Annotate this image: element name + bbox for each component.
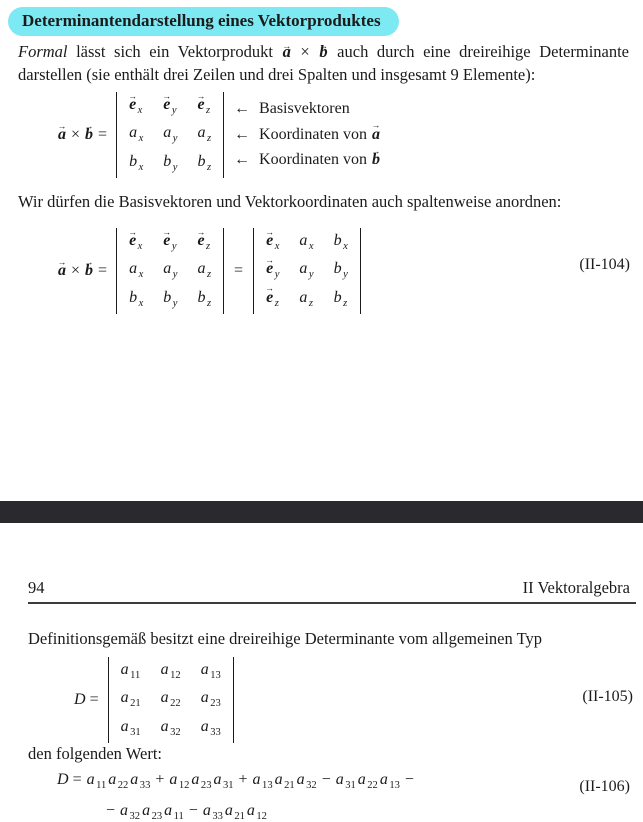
equation-tag-II-104: (II-104) xyxy=(579,256,630,273)
math-symbol xyxy=(58,126,66,143)
math-text: = xyxy=(85,690,99,708)
math-symbol: b $_z$ xyxy=(333,288,348,309)
determinant-matrix-rows xyxy=(116,228,224,314)
math-symbol: b $_x$ xyxy=(129,152,144,173)
vector-arrow-accent: e → xyxy=(197,97,204,114)
math-text: Koordinaten von xyxy=(259,125,372,143)
math-symbol: a $_{13}$ xyxy=(252,771,273,792)
math-text: Basisvektoren xyxy=(259,99,350,117)
matrix-cell xyxy=(128,125,144,144)
matrix-cell xyxy=(128,97,144,116)
matrix-cell xyxy=(333,290,349,309)
vector-arrow-accent: e → xyxy=(197,233,204,250)
intro-paragraph xyxy=(18,40,629,86)
matrix-cell xyxy=(196,290,212,309)
math-symbol: b $_x$ xyxy=(129,288,144,309)
vector-arrow-accent: b → xyxy=(372,152,380,169)
paragraph-definition: Definitionsgemäß besitzt eine dreireihige Determinante vom allgemeinen Typ xyxy=(28,629,542,648)
matrix-cell xyxy=(196,97,212,116)
vector-arrow-accent: e → xyxy=(266,233,273,250)
equation-lhs xyxy=(57,262,107,280)
math-text: × xyxy=(67,261,85,279)
matrix-cell xyxy=(298,261,314,280)
matrix-cell xyxy=(265,290,280,309)
vector-arrow-accent: a → xyxy=(58,126,66,144)
vector-arrow-accent: a → xyxy=(58,262,66,280)
matrix-cell xyxy=(200,719,222,738)
math-text: + xyxy=(151,771,169,788)
math-symbol: a $_{21}$ xyxy=(224,802,245,822)
matrix-cell xyxy=(298,290,314,309)
math-text: = xyxy=(94,261,108,279)
vector-arrow-accent: e → xyxy=(266,261,273,278)
section-heading-highlight xyxy=(8,7,399,36)
math-symbol: a $_{22}$ xyxy=(160,689,181,710)
math-symbol: a $_x$ xyxy=(129,260,144,281)
matrix-cell xyxy=(162,97,178,116)
math-symbol xyxy=(283,42,291,61)
equation-II-104 xyxy=(57,228,361,314)
left-arrow-icon: ← xyxy=(234,125,251,143)
matrix-cell xyxy=(162,154,178,173)
matrix-cell xyxy=(162,261,178,280)
row-annotation xyxy=(234,101,381,118)
header-rule xyxy=(28,602,636,604)
math-symbol: e → $_y$ xyxy=(163,96,176,113)
math-text: − xyxy=(317,771,335,788)
matrix-cell xyxy=(196,233,212,252)
math-symbol: b $_y$ xyxy=(163,288,178,309)
matrix-cell xyxy=(162,125,178,144)
vector-arrow-accent: e → xyxy=(163,233,170,250)
math-symbol: a $_{11}$ xyxy=(164,802,184,822)
math-symbol: e → $_z$ xyxy=(197,232,210,249)
math-symbol: a $_{12}$ xyxy=(169,771,190,792)
math-symbol: a $_{22}$ xyxy=(108,771,129,792)
equation-tag-II-105: (II-105) xyxy=(582,688,633,705)
math-symbol: a $_{31}$ xyxy=(213,771,234,792)
math-symbol: e → $_z$ xyxy=(197,96,210,113)
math-symbol: a $_{33}$ xyxy=(200,717,221,738)
page-number: 94 xyxy=(28,578,45,597)
matrix-cell xyxy=(162,290,178,309)
math-symbol: a $_x$ xyxy=(299,232,314,253)
math-symbol: a $_{23}$ xyxy=(191,771,212,792)
math-text: D xyxy=(57,771,69,788)
math-symbol: a $_{21}$ xyxy=(120,689,141,710)
left-arrow-icon: ← xyxy=(234,99,251,117)
math-symbol xyxy=(319,42,327,61)
math-text: − xyxy=(106,802,120,820)
equation-tag-II-106: (II-106) xyxy=(579,778,630,795)
matrix-cell xyxy=(160,690,182,709)
vector-arrow-accent: a → xyxy=(283,40,291,63)
math-text: Formal xyxy=(18,42,68,61)
left-arrow-icon: ← xyxy=(234,151,251,169)
math-symbol: a $_y$ xyxy=(299,260,314,281)
matrix-cell xyxy=(298,233,314,252)
math-symbol: a $_z$ xyxy=(197,260,212,281)
math-symbol: a $_{12}$ xyxy=(246,802,267,822)
matrix-cell xyxy=(120,662,142,681)
math-symbol xyxy=(85,126,93,143)
math-symbol: a $_{13}$ xyxy=(379,771,400,792)
math-symbol: a $_{13}$ xyxy=(200,661,221,682)
math-symbol: a $_y$ xyxy=(163,260,178,281)
math-symbol: a $_{31}$ xyxy=(335,771,356,792)
matrix-cell xyxy=(162,233,178,252)
math-symbol: a $_{33}$ xyxy=(202,802,223,822)
math-symbol: a $_{32}$ xyxy=(296,771,317,792)
paragraph-spaltenweise: Wir dürfen die Basisvektoren und Vektorkoordinaten auch spaltenweise anordnen: xyxy=(18,192,562,211)
math-text: lässt sich ein Vektorprodukt xyxy=(67,42,282,61)
math-text: × xyxy=(67,125,85,143)
vector-arrow-accent: e → xyxy=(266,290,273,307)
eq4-line-2 xyxy=(106,798,414,822)
math-symbol xyxy=(372,151,380,168)
matrix-cell xyxy=(196,154,212,173)
math-symbol: a $_{33}$ xyxy=(130,771,151,792)
equation-lhs xyxy=(57,126,107,144)
math-symbol: a $_z$ xyxy=(197,124,212,145)
matrix-cell xyxy=(333,233,349,252)
math-symbol: e → $_x$ xyxy=(129,96,142,113)
determinant-matrix-general xyxy=(108,657,234,743)
determinant-matrix-columns xyxy=(253,228,361,314)
math-text: × xyxy=(291,42,319,61)
matrix-cell xyxy=(128,154,144,173)
math-symbol: b $_y$ xyxy=(333,260,348,281)
chapter-title: II Vektoralgebra xyxy=(522,578,630,597)
vector-arrow-accent: e → xyxy=(129,97,136,114)
matrix-cell xyxy=(128,233,144,252)
eq4-line-1 xyxy=(57,767,414,798)
math-symbol: e → $_y$ xyxy=(266,260,279,277)
math-symbol: a $_{32}$ xyxy=(160,717,181,738)
math-symbol: a $_{22}$ xyxy=(357,771,378,792)
math-text: auch durch eine dreireihige Determinante darstellen (sie enthält drei Zeilen und drei Spalten und insgesamt 9 Elemente): xyxy=(18,42,630,84)
equation-lhs xyxy=(74,691,99,709)
matrix-cell xyxy=(265,233,280,252)
math-symbol: a $_{23}$ xyxy=(142,802,163,822)
math-symbol: a $_{12}$ xyxy=(160,661,181,682)
matrix-cell xyxy=(265,261,280,280)
equation-II-105 xyxy=(74,657,234,743)
math-text: Koordinaten von xyxy=(259,151,372,169)
math-symbol: b $_z$ xyxy=(197,152,212,173)
matrix-cell xyxy=(160,662,182,681)
vector-arrow-accent: e → xyxy=(129,233,136,250)
vector-arrow-accent: e → xyxy=(163,97,170,114)
math-symbol xyxy=(58,262,66,279)
determinant-matrix xyxy=(116,92,224,178)
math-symbol: b $_x$ xyxy=(333,232,348,253)
matrix-cell xyxy=(196,261,212,280)
matrix-cell xyxy=(128,290,144,309)
math-symbol: e → $_x$ xyxy=(266,232,279,249)
math-text: D xyxy=(74,690,86,708)
math-text: + xyxy=(234,771,252,788)
vector-arrow-accent: a → xyxy=(372,127,380,144)
math-symbol: e → $_z$ xyxy=(266,289,279,306)
math-symbol: b $_y$ xyxy=(163,152,178,173)
row-annotation xyxy=(234,152,381,169)
math-symbol: a $_{11}$ xyxy=(120,661,141,682)
math-symbol: e → $_x$ xyxy=(129,232,142,249)
equals-sign: = xyxy=(234,261,244,279)
equation-II-106 xyxy=(57,767,414,822)
vector-arrow-accent: b → xyxy=(85,126,93,144)
math-text: = xyxy=(68,771,86,788)
matrix-cell xyxy=(196,125,212,144)
matrix-cell xyxy=(333,261,349,280)
math-symbol: a $_y$ xyxy=(163,124,178,145)
equation-basis-determinant xyxy=(57,92,381,178)
matrix-cell xyxy=(128,261,144,280)
vector-arrow-accent: b → xyxy=(85,262,93,280)
math-symbol: e → $_y$ xyxy=(163,232,176,249)
matrix-cell xyxy=(120,690,142,709)
math-symbol xyxy=(372,126,380,143)
paragraph-wert: den folgenden Wert: xyxy=(28,744,162,763)
page-separator-bar xyxy=(0,501,643,523)
matrix-cell xyxy=(200,662,222,681)
row-annotation xyxy=(234,127,381,144)
section-heading-label: Determinantendarstellung eines Vektorproduktes xyxy=(22,11,381,30)
matrix-cell xyxy=(160,719,182,738)
math-text: − xyxy=(184,802,202,820)
math-text: − xyxy=(400,771,414,788)
math-symbol: a $_z$ xyxy=(299,288,313,309)
math-symbol: a $_{23}$ xyxy=(200,689,221,710)
math-symbol: a $_{21}$ xyxy=(274,771,295,792)
math-symbol: b $_z$ xyxy=(197,288,212,309)
math-symbol: a $_x$ xyxy=(129,124,144,145)
math-symbol: a $_{32}$ xyxy=(120,802,141,822)
vector-arrow-accent: b → xyxy=(319,40,327,63)
math-symbol: a $_{11}$ xyxy=(86,771,107,792)
math-symbol xyxy=(85,262,93,279)
matrix-cell xyxy=(120,719,142,738)
matrix-row-annotations xyxy=(234,101,381,169)
math-text: = xyxy=(94,125,108,143)
matrix-cell xyxy=(200,690,222,709)
math-symbol: a $_{31}$ xyxy=(120,717,141,738)
